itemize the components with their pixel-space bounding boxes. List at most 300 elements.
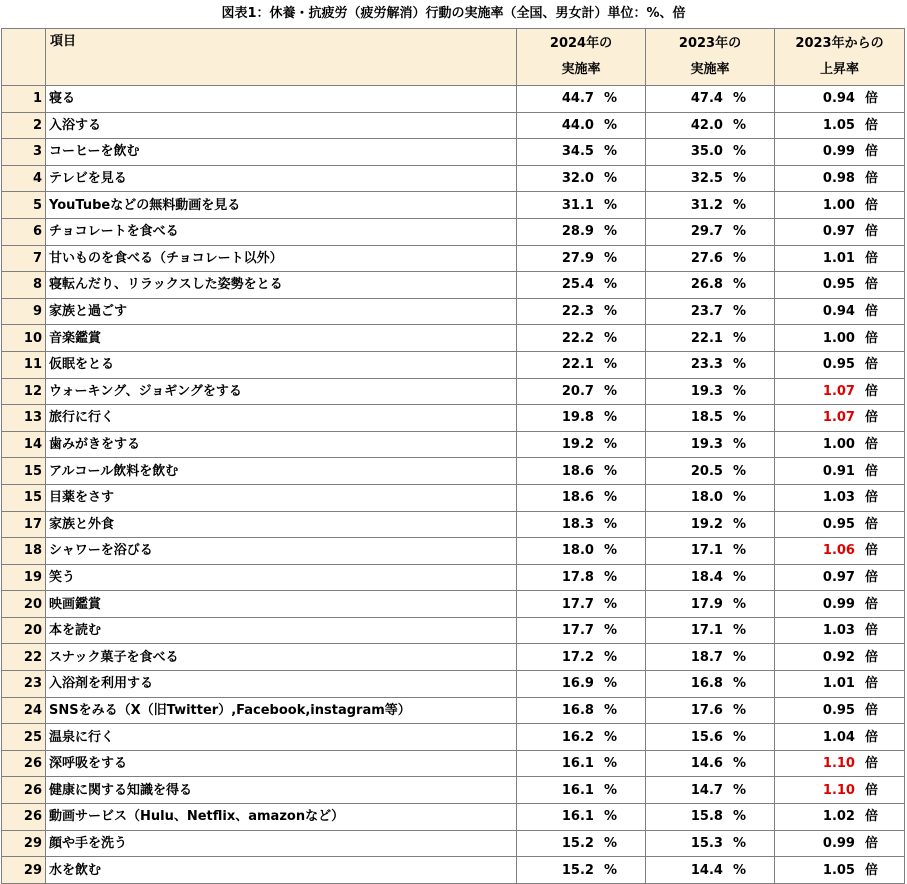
item-cell: コーヒーを飲む	[46, 139, 517, 166]
percent-unit: %	[603, 437, 617, 453]
rate-2024-cell	[517, 830, 646, 857]
item-cell: 本を読む	[46, 617, 517, 644]
percent-unit: %	[732, 756, 746, 772]
growth-cell	[775, 165, 905, 192]
table-row	[2, 671, 905, 698]
growth-value: 0.95	[822, 277, 855, 293]
growth-value: 1.06	[822, 543, 855, 559]
rate-2024-cell	[517, 538, 646, 565]
table-row	[2, 724, 905, 751]
percent-unit: %	[603, 250, 617, 266]
rate-2024-cell	[517, 777, 646, 804]
percent-unit: %	[732, 117, 746, 133]
item-cell: 動画サービス（Hulu、Netflix、amazonなど）	[46, 804, 517, 831]
rate-2024-value: 20.7	[561, 383, 594, 399]
rate-2024-cell	[517, 112, 646, 139]
header-2023	[646, 29, 775, 86]
times-unit: 倍	[864, 357, 878, 373]
table-row	[2, 165, 905, 192]
growth-value: 1.04	[822, 729, 855, 745]
table-row	[2, 272, 905, 299]
rank-cell: 29	[2, 857, 46, 884]
percent-unit: %	[732, 171, 746, 187]
percent-unit: %	[603, 277, 617, 293]
item-cell: チョコレートを食べる	[46, 218, 517, 245]
table-row	[2, 378, 905, 405]
percent-unit: %	[603, 91, 617, 107]
rate-2023-cell	[646, 671, 775, 698]
rate-2023-cell	[646, 139, 775, 166]
table-row	[2, 750, 905, 777]
rate-2023-cell	[646, 378, 775, 405]
growth-cell	[775, 511, 905, 538]
table-row	[2, 325, 905, 352]
rank-cell: 9	[2, 298, 46, 325]
rate-2023-value: 32.5	[690, 171, 723, 187]
rank-cell: 11	[2, 351, 46, 378]
times-unit: 倍	[864, 463, 878, 479]
rate-2024-value: 32.0	[561, 171, 594, 187]
item-cell: 旅行に行く	[46, 405, 517, 432]
rate-2023-value: 47.4	[690, 91, 723, 107]
rate-2023-value: 19.3	[690, 383, 723, 399]
growth-value: 1.07	[822, 383, 855, 399]
rate-2024-cell	[517, 378, 646, 405]
percent-unit: %	[603, 224, 617, 240]
rate-2024-value: 31.1	[561, 197, 594, 213]
growth-cell	[775, 139, 905, 166]
growth-cell	[775, 112, 905, 139]
rate-2024-cell	[517, 298, 646, 325]
rank-header	[2, 29, 46, 86]
times-unit: 倍	[864, 171, 878, 187]
rate-2023-value: 23.7	[690, 304, 723, 320]
times-unit: 倍	[864, 543, 878, 559]
rank-cell: 8	[2, 272, 46, 299]
item-cell: 入浴剤を利用する	[46, 671, 517, 698]
rate-2024-value: 16.9	[561, 676, 594, 692]
times-unit: 倍	[864, 729, 878, 745]
item-cell: テレビを見る	[46, 165, 517, 192]
percent-unit: %	[603, 676, 617, 692]
rate-2023-cell	[646, 298, 775, 325]
times-unit: 倍	[864, 756, 878, 772]
growth-value: 1.10	[822, 756, 855, 772]
rate-2023-cell	[646, 272, 775, 299]
rank-cell: 15	[2, 458, 46, 485]
header-2024-line2: 実施率	[561, 62, 601, 77]
growth-cell	[775, 617, 905, 644]
rank-cell: 26	[2, 750, 46, 777]
percent-unit: %	[603, 543, 617, 559]
times-unit: 倍	[864, 862, 878, 878]
rate-2023-cell	[646, 724, 775, 751]
rate-2023-cell	[646, 857, 775, 884]
table-row	[2, 511, 905, 538]
rate-2024-value: 19.8	[561, 410, 594, 426]
rate-2024-cell	[517, 351, 646, 378]
growth-cell	[775, 192, 905, 219]
growth-cell	[775, 484, 905, 511]
rate-2023-cell	[646, 830, 775, 857]
rate-2023-value: 15.6	[690, 729, 723, 745]
rate-2023-value: 29.7	[690, 224, 723, 240]
percent-unit: %	[732, 383, 746, 399]
growth-value: 1.00	[822, 197, 855, 213]
rate-2024-cell	[517, 325, 646, 352]
rate-2023-cell	[646, 458, 775, 485]
percent-unit: %	[603, 702, 617, 718]
rate-2024-cell	[517, 458, 646, 485]
times-unit: 倍	[864, 835, 878, 851]
rate-2023-cell	[646, 697, 775, 724]
rate-2023-value: 16.8	[690, 676, 723, 692]
percent-unit: %	[732, 250, 746, 266]
times-unit: 倍	[864, 304, 878, 320]
rate-2024-value: 16.1	[561, 809, 594, 825]
growth-cell	[775, 777, 905, 804]
growth-value: 1.00	[822, 330, 855, 346]
item-header: 項目	[46, 29, 517, 86]
item-cell: 寝る	[46, 86, 517, 113]
growth-value: 1.05	[822, 117, 855, 133]
rate-2023-value: 18.0	[690, 490, 723, 506]
rate-2023-cell	[646, 644, 775, 671]
rate-2023-cell	[646, 617, 775, 644]
growth-cell	[775, 298, 905, 325]
rate-2024-value: 17.7	[561, 623, 594, 639]
rate-2024-cell	[517, 218, 646, 245]
table-row	[2, 405, 905, 432]
header-row	[2, 29, 905, 86]
times-unit: 倍	[864, 623, 878, 639]
rate-2023-cell	[646, 750, 775, 777]
growth-cell	[775, 830, 905, 857]
table-row	[2, 591, 905, 618]
growth-value: 0.95	[822, 357, 855, 373]
table-row	[2, 458, 905, 485]
growth-cell	[775, 245, 905, 272]
rate-2024-cell	[517, 192, 646, 219]
item-cell: 寝転んだり、リラックスした姿勢をとる	[46, 272, 517, 299]
growth-cell	[775, 644, 905, 671]
rate-2024-cell	[517, 564, 646, 591]
item-cell: 家族と外食	[46, 511, 517, 538]
rate-2024-cell	[517, 431, 646, 458]
percent-unit: %	[603, 383, 617, 399]
growth-value: 1.01	[822, 250, 855, 266]
growth-cell	[775, 405, 905, 432]
table-row	[2, 112, 905, 139]
item-cell: 甘いものを食べる（チョコレート以外）	[46, 245, 517, 272]
rate-2024-value: 16.1	[561, 782, 594, 798]
rate-2023-cell	[646, 538, 775, 565]
times-unit: 倍	[864, 569, 878, 585]
rate-2024-cell	[517, 591, 646, 618]
times-unit: 倍	[864, 676, 878, 692]
table-row	[2, 617, 905, 644]
rate-2023-cell	[646, 351, 775, 378]
rate-2023-value: 15.8	[690, 809, 723, 825]
times-unit: 倍	[864, 437, 878, 453]
growth-value: 1.01	[822, 676, 855, 692]
item-cell: アルコール飲料を飲む	[46, 458, 517, 485]
rate-2024-value: 28.9	[561, 224, 594, 240]
percent-unit: %	[732, 623, 746, 639]
times-unit: 倍	[864, 596, 878, 612]
growth-value: 1.02	[822, 809, 855, 825]
item-cell: 音楽鑑賞	[46, 325, 517, 352]
rate-2024-value: 44.7	[561, 91, 594, 107]
header-rate-line1: 2023年からの	[795, 36, 884, 51]
percent-unit: %	[732, 835, 746, 851]
rate-2023-value: 14.7	[690, 782, 723, 798]
rank-cell: 24	[2, 697, 46, 724]
rate-2024-value: 18.6	[561, 463, 594, 479]
item-cell: 健康に関する知識を得る	[46, 777, 517, 804]
table-row	[2, 245, 905, 272]
item-cell: ウォーキング、ジョギングをする	[46, 378, 517, 405]
rate-2024-cell	[517, 750, 646, 777]
header-2023-line2: 実施率	[690, 62, 730, 77]
growth-value: 0.94	[822, 91, 855, 107]
percent-unit: %	[732, 490, 746, 506]
growth-cell	[775, 564, 905, 591]
rank-cell: 25	[2, 724, 46, 751]
rate-2023-value: 42.0	[690, 117, 723, 133]
rate-2023-value: 18.5	[690, 410, 723, 426]
times-unit: 倍	[864, 490, 878, 506]
growth-cell	[775, 458, 905, 485]
rate-2024-cell	[517, 86, 646, 113]
rank-cell: 18	[2, 538, 46, 565]
rate-2024-cell	[517, 617, 646, 644]
rank-cell: 3	[2, 139, 46, 166]
percent-unit: %	[732, 569, 746, 585]
growth-value: 1.05	[822, 862, 855, 878]
activity-table	[1, 28, 905, 884]
rate-2024-cell	[517, 671, 646, 698]
percent-unit: %	[603, 623, 617, 639]
rate-2024-value: 22.1	[561, 357, 594, 373]
item-cell: 笑う	[46, 564, 517, 591]
rank-cell: 10	[2, 325, 46, 352]
item-cell: 水を飲む	[46, 857, 517, 884]
growth-value: 0.95	[822, 516, 855, 532]
times-unit: 倍	[864, 250, 878, 266]
table-row	[2, 192, 905, 219]
rate-2023-cell	[646, 511, 775, 538]
item-cell: 映画鑑賞	[46, 591, 517, 618]
rate-2024-cell	[517, 165, 646, 192]
rate-2023-value: 20.5	[690, 463, 723, 479]
percent-unit: %	[603, 756, 617, 772]
growth-cell	[775, 218, 905, 245]
rate-2023-cell	[646, 165, 775, 192]
item-cell: 深呼吸をする	[46, 750, 517, 777]
rank-cell: 2	[2, 112, 46, 139]
rank-cell: 12	[2, 378, 46, 405]
growth-cell	[775, 431, 905, 458]
percent-unit: %	[603, 117, 617, 133]
rate-2024-value: 16.1	[561, 756, 594, 772]
item-cell: 顔や手を洗う	[46, 830, 517, 857]
rate-2024-cell	[517, 857, 646, 884]
times-unit: 倍	[864, 277, 878, 293]
table-row	[2, 351, 905, 378]
rank-cell: 19	[2, 564, 46, 591]
table-row	[2, 697, 905, 724]
times-unit: 倍	[864, 117, 878, 133]
percent-unit: %	[603, 197, 617, 213]
growth-value: 1.10	[822, 782, 855, 798]
header-2024	[517, 29, 646, 86]
growth-cell	[775, 857, 905, 884]
table-row	[2, 431, 905, 458]
percent-unit: %	[603, 330, 617, 346]
rate-2023-value: 35.0	[690, 144, 723, 160]
rate-2023-value: 19.2	[690, 516, 723, 532]
rate-2024-value: 16.2	[561, 729, 594, 745]
times-unit: 倍	[864, 809, 878, 825]
times-unit: 倍	[864, 782, 878, 798]
rate-2023-cell	[646, 192, 775, 219]
percent-unit: %	[732, 144, 746, 160]
percent-unit: %	[603, 862, 617, 878]
times-unit: 倍	[864, 330, 878, 346]
rate-2023-value: 19.3	[690, 437, 723, 453]
table-title: 図表1：休養・抗疲労（疲労解消）行動の実施率（全国、男女計）単位：%、倍	[221, 6, 686, 21]
rank-cell: 29	[2, 830, 46, 857]
rate-2024-value: 17.7	[561, 596, 594, 612]
rate-2023-value: 26.8	[690, 277, 723, 293]
rate-2023-value: 17.1	[690, 543, 723, 559]
percent-unit: %	[732, 437, 746, 453]
percent-unit: %	[732, 702, 746, 718]
growth-cell	[775, 671, 905, 698]
growth-value: 0.97	[822, 224, 855, 240]
growth-value: 1.03	[822, 623, 855, 639]
table-row	[2, 218, 905, 245]
table-row	[2, 298, 905, 325]
item-cell: シャワーを浴びる	[46, 538, 517, 565]
rate-2024-cell	[517, 405, 646, 432]
growth-value: 0.99	[822, 835, 855, 851]
item-cell: 家族と過ごす	[46, 298, 517, 325]
rate-2023-cell	[646, 245, 775, 272]
growth-cell	[775, 538, 905, 565]
percent-unit: %	[732, 463, 746, 479]
rate-2024-cell	[517, 644, 646, 671]
times-unit: 倍	[864, 144, 878, 160]
rate-2024-value: 17.8	[561, 569, 594, 585]
times-unit: 倍	[864, 383, 878, 399]
rate-2023-value: 18.4	[690, 569, 723, 585]
percent-unit: %	[732, 809, 746, 825]
table-row	[2, 804, 905, 831]
rank-cell: 7	[2, 245, 46, 272]
rate-2023-value: 18.7	[690, 649, 723, 665]
rate-2023-value: 17.6	[690, 702, 723, 718]
table-row	[2, 857, 905, 884]
growth-cell	[775, 697, 905, 724]
growth-cell	[775, 724, 905, 751]
growth-value: 0.97	[822, 569, 855, 585]
growth-cell	[775, 591, 905, 618]
rate-2023-cell	[646, 325, 775, 352]
percent-unit: %	[603, 516, 617, 532]
percent-unit: %	[603, 729, 617, 745]
rate-2023-value: 27.6	[690, 250, 723, 266]
growth-value: 0.99	[822, 144, 855, 160]
rate-2023-cell	[646, 591, 775, 618]
table-row	[2, 644, 905, 671]
percent-unit: %	[732, 516, 746, 532]
rate-2024-value: 16.8	[561, 702, 594, 718]
growth-value: 0.99	[822, 596, 855, 612]
times-unit: 倍	[864, 702, 878, 718]
percent-unit: %	[732, 649, 746, 665]
percent-unit: %	[732, 862, 746, 878]
rank-cell: 15	[2, 484, 46, 511]
rate-2024-value: 44.0	[561, 117, 594, 133]
times-unit: 倍	[864, 410, 878, 426]
growth-cell	[775, 86, 905, 113]
rate-2024-cell	[517, 484, 646, 511]
percent-unit: %	[603, 649, 617, 665]
rate-2024-value: 27.9	[561, 250, 594, 266]
percent-unit: %	[732, 304, 746, 320]
rank-cell: 4	[2, 165, 46, 192]
rank-cell: 22	[2, 644, 46, 671]
growth-value: 1.03	[822, 490, 855, 506]
percent-unit: %	[603, 809, 617, 825]
percent-unit: %	[603, 171, 617, 187]
header-rate-line2: 上昇率	[819, 62, 859, 77]
rate-2023-value: 15.3	[690, 835, 723, 851]
percent-unit: %	[603, 463, 617, 479]
percent-unit: %	[732, 543, 746, 559]
rate-2024-value: 18.0	[561, 543, 594, 559]
rate-2023-cell	[646, 86, 775, 113]
rate-2023-value: 17.1	[690, 623, 723, 639]
rate-2024-value: 19.2	[561, 437, 594, 453]
percent-unit: %	[603, 304, 617, 320]
rate-2024-value: 25.4	[561, 277, 594, 293]
table-row	[2, 564, 905, 591]
rate-2024-value: 22.2	[561, 330, 594, 346]
rate-2023-value: 14.6	[690, 756, 723, 772]
rank-cell: 23	[2, 671, 46, 698]
rate-2023-value: 23.3	[690, 357, 723, 373]
rank-cell: 17	[2, 511, 46, 538]
percent-unit: %	[732, 596, 746, 612]
growth-cell	[775, 750, 905, 777]
percent-unit: %	[732, 197, 746, 213]
growth-value: 0.95	[822, 702, 855, 718]
rate-2023-cell	[646, 431, 775, 458]
rate-2024-cell	[517, 804, 646, 831]
item-cell: SNSをみる（X（旧Twitter）,Facebook,instagram等）	[46, 697, 517, 724]
percent-unit: %	[732, 224, 746, 240]
growth-cell	[775, 351, 905, 378]
growth-value: 1.00	[822, 437, 855, 453]
header-2024-line1: 2024年の	[549, 36, 613, 51]
growth-value: 0.91	[822, 463, 855, 479]
percent-unit: %	[732, 410, 746, 426]
table-row	[2, 86, 905, 113]
rate-2023-cell	[646, 777, 775, 804]
